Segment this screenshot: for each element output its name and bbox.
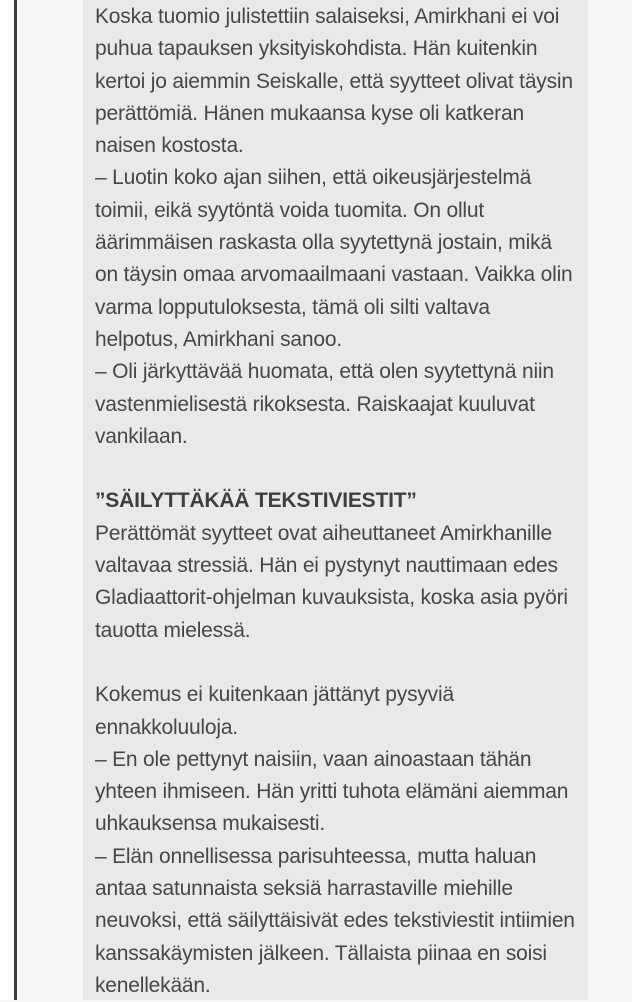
article-paragraph: Kokemus ei kuitenkaan jättänyt pysyviä ennakkoluuloja. bbox=[95, 683, 454, 739]
article-body bbox=[95, 1, 578, 1002]
article-paragraph-quote: – Oli järkyttävää huomata, että olen syytettynä niin vastenmielisestä rikoksesta. Raiskaajat kuuluvat vankilaan. bbox=[95, 360, 554, 448]
left-gutter bbox=[17, 0, 83, 1000]
section-heading: ”SÄILYTTÄKÄÄ TEKSTIVIESTIT” bbox=[95, 489, 417, 513]
article-paragraph-quote: – En ole pettynyt naisiin, vaan ainoastaan tähän yhteen ihmiseen. Hän yritti tuhota elämäni aiemman uhkauksensa mukaisesti. bbox=[95, 747, 569, 836]
article-paragraph-quote: – Luotin koko ajan siihen, että oikeusjärjestelmä toimii, eikä syytöntä voida tuomita. On ollut äärimmäisen raskasta olla syytettynä jostain, mikä on täysin omaa arvomaailmaani vastaan. Vaikka olin varma lopputuloksesta, tämä oli silti valtava helpotus, Amirkhani sanoo. bbox=[95, 166, 573, 351]
article-paragraph-quote: – Elän onnellisessa parisuhteessa, mutta haluan antaa satunnaista seksiä harrastaville miehille neuvoksi, että säilyttäisivät edes tekstiviestit intiimien kanssakäymisten jälkeen. Tällaista piinaa en soisi kenellekään. bbox=[95, 844, 575, 997]
article-paragraph: Koska tuomio julistettiin salaiseksi, Amirkhani ei voi puhua tapauksen yksityiskohdista. Hän kuitenkin kertoi jo aiemmin Seiskalle, että syytteet olivat täysin perättömiä. Hänen mukaansa kyse oli katkeran naisen kostosta. bbox=[95, 5, 573, 158]
article-content-column[interactable] bbox=[83, 0, 588, 1000]
article-paragraph: Perättömät syytteet ovat aiheuttaneet Amirkhanille valtavaa stressiä. Hän ei pystynyt nauttimaan edes Gladiaattorit-ohjelman kuvauksista, koska asia pyöri tauotta mielessä. bbox=[95, 521, 568, 642]
right-gutter bbox=[588, 0, 632, 1000]
left-white-strip bbox=[0, 0, 14, 1000]
